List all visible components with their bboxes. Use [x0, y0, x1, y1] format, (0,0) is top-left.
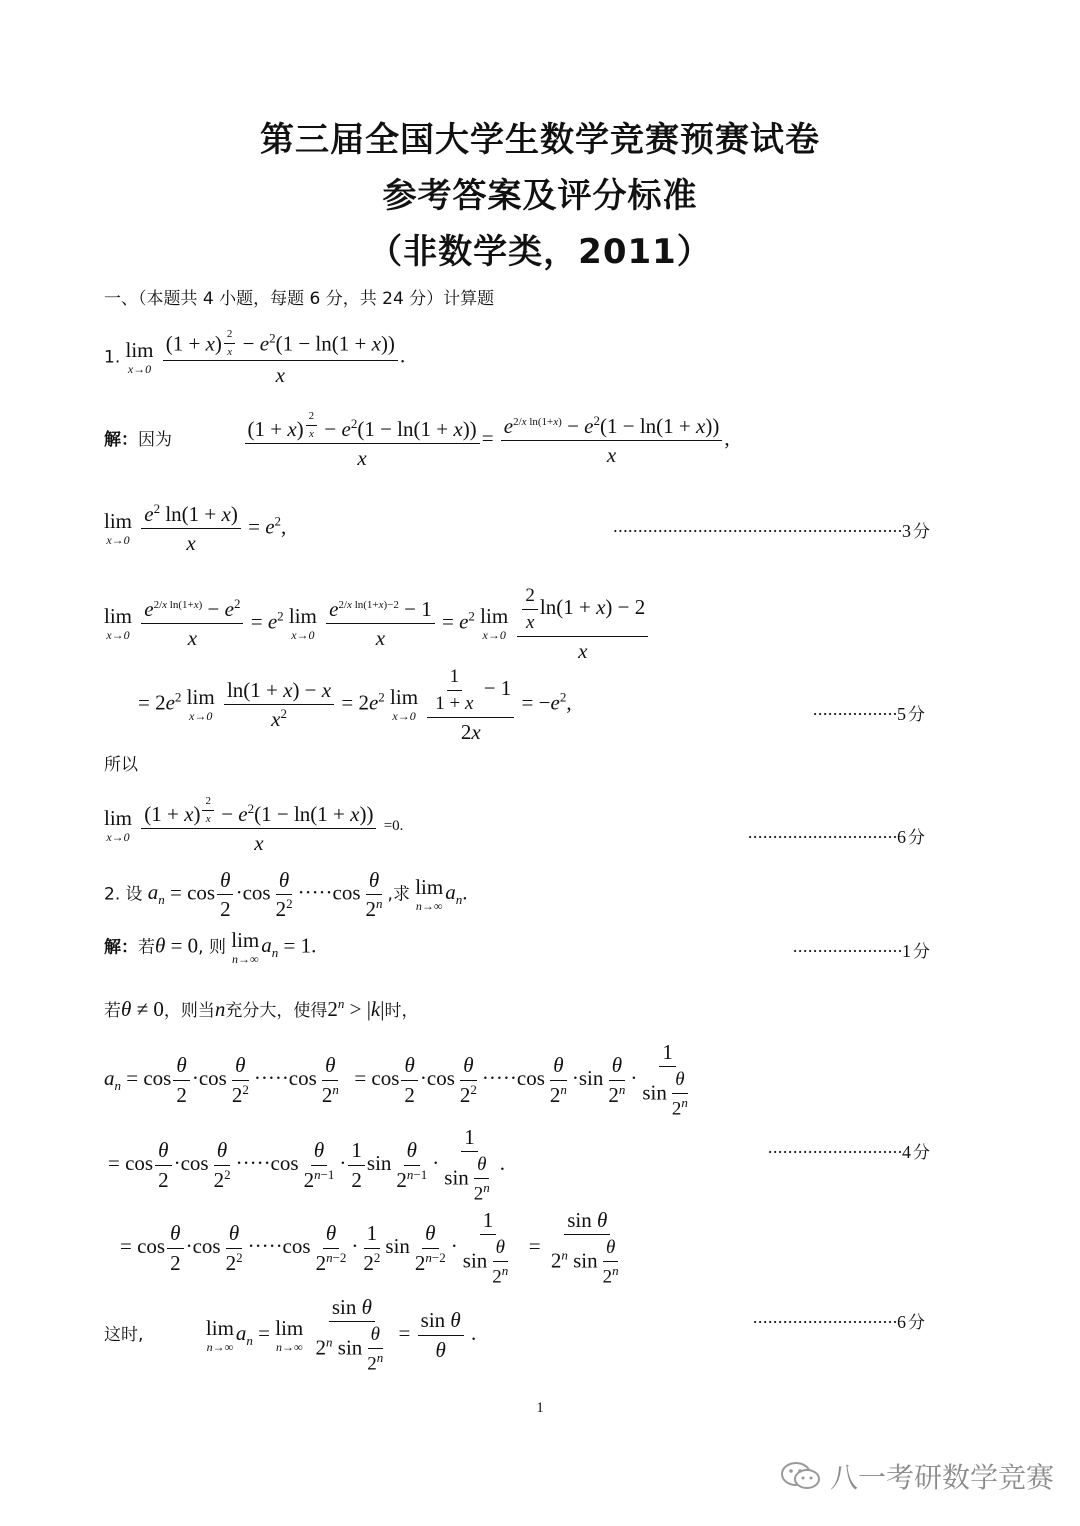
solution-2-final: 这时, lim n→∞ $a_n$ = lim n→∞ sin θ 2$^n$ sin $\frac{\theta}{2^n}$ = $\frac{\text{sin θ}}{\theta}$ . — [104, 1295, 477, 1375]
solution-2-line-b: = cos $\frac{\theta}{2}$ ·cos $\frac{\theta}{2^2}$ ·····cos $\frac{\theta}{2^{n-1}}$ · $\frac{1}{2}$ sin $\frac{\theta}{2^{n-1}}$ · 1 sin $\frac{\theta}{2^n}$ . — [108, 1125, 506, 1205]
solution-1-line-1: 解：因为 (1 + x) $^{\frac{2}{x}}$ − $e^2(1 - \ln(1 + x))$ x = $\frac{e^{2/x ln(1+x)} - e^2(1 - \ln(1 + x))}{x}$ , — [104, 410, 730, 471]
expression-fraction: (1 + x) $^{\frac{2}{x}}$ − $e^2(1 - \ln(1 + x))$ x — [245, 410, 480, 470]
score-6a: ······························6 分 — [747, 827, 925, 848]
page-number: 1 — [536, 1400, 544, 1416]
solution-1-limit-a: lim x→0 $\frac{e^2 \ln(1 + x)}{x}$ = $e^2$, — [104, 501, 287, 556]
page-category: （非数学类，2011） — [368, 232, 712, 272]
limit-operator: lim x→0 — [125, 338, 154, 377]
so-label: 所以 — [104, 755, 138, 775]
solution-1-limit-b: lim x→0 $\frac{e^{2/x ln(1+x)} - e^2}{x}$ = $e^2$ lim x→0 $\frac{e^{2/x ln(1+x)-2} - 1}{x}$ = $e^2$ lim x→0 $\frac{2}{x}$ ln(1 + x) − 2 x — [104, 585, 650, 663]
score-6b: ·····························6 分 — [752, 1312, 925, 1333]
problem-1: 1. lim x→0 (1 + x) $^{\frac{2}{x}}$ − $e^2(1 - \ln(1 + x))$ x . — [104, 328, 406, 388]
solution-2-case-nonzero: 若θ ≠ 0，则当n充分大，使得$2^n > |k|$时， — [104, 996, 419, 1021]
score-4: ···························4 分 — [767, 1142, 930, 1163]
problem-2: 2. 设 $a_n = \cos$ $\frac{\theta}{2}$ ·cos $\frac{\theta}{2^2}$ ·····cos $\frac{\theta}{2^n}$ ,求 lim n→∞ $a_n$. — [104, 868, 468, 922]
watermark — [780, 1456, 1054, 1496]
expression-fraction-rewritten: $\frac{e^{2/x ln(1+x)} - e^2(1 - \ln(1 + x))}{x}$ — [501, 414, 723, 467]
page-title: 第三届全国大学生数学竞赛预赛试卷 — [260, 120, 820, 160]
solution-1-result: lim x→0 (1 + x) $^{\frac{2}{x}}$ − $e^2(1 - \ln(1 + x))$ x =0. — [104, 795, 404, 856]
because-label: 因为 — [138, 430, 172, 451]
page-subtitle: 参考答案及评分标准 — [382, 176, 698, 216]
problem-1-number: 1. — [104, 347, 121, 368]
section-heading: 一、（本题共 4 小题，每题 6 分，共 24 分）计算题 — [104, 289, 495, 309]
solution-1-limit-c: = $2e^2$ lim x→0 $\frac{\ln(1 + x) - x}{x^2}$ = $2e^2$ lim x→0 $\frac{1}{1 + x}$ − 1 2x = $-e^2$, — [138, 666, 572, 744]
problem-1-fraction: (1 + x) $^{\frac{2}{x}}$ − $e^2(1 - \ln(1 + x))$ x — [163, 328, 398, 387]
score-3: ··························································3 分 — [612, 521, 930, 542]
solution-2-line-a: $a_n = \cos$ $\frac{\theta}{2}$ ·cos $\frac{\theta}{2^2}$ ·····cos $\frac{\theta}{2^n}$ = cos $\frac{\theta}{2}$ ·cos $\frac{\theta}{2^2}$ ·····cos $\frac{\theta}{2^n}$ ·sin $\frac{\theta}{2^n}$ · 1 sin $\frac{\theta}{2^n}$ — [104, 1040, 688, 1120]
solution-2-case-zero: 解：若θ = 0, 则 lim n→∞ $a_n = 1$. — [104, 928, 317, 966]
solution-2-line-c: = cos $\frac{\theta}{2}$ ·cos $\frac{\theta}{2^2}$ ·····cos $\frac{\theta}{2^{n-2}}$ · $\frac{1}{2^2}$ sin $\frac{\theta}{2^{n-2}}$ · 1 sin $\frac{\theta}{2^n}$ = sin θ 2$^n$ sin $\frac{\theta}{2^n}$ — [120, 1208, 619, 1288]
solution-label: 解： — [104, 430, 138, 451]
watermark-text: 八一考研数学竞赛 — [830, 1461, 1055, 1494]
wechat-icon — [780, 1460, 822, 1492]
score-1: ······················1 分 — [792, 941, 930, 962]
score-5: ·················5 分 — [812, 704, 925, 725]
